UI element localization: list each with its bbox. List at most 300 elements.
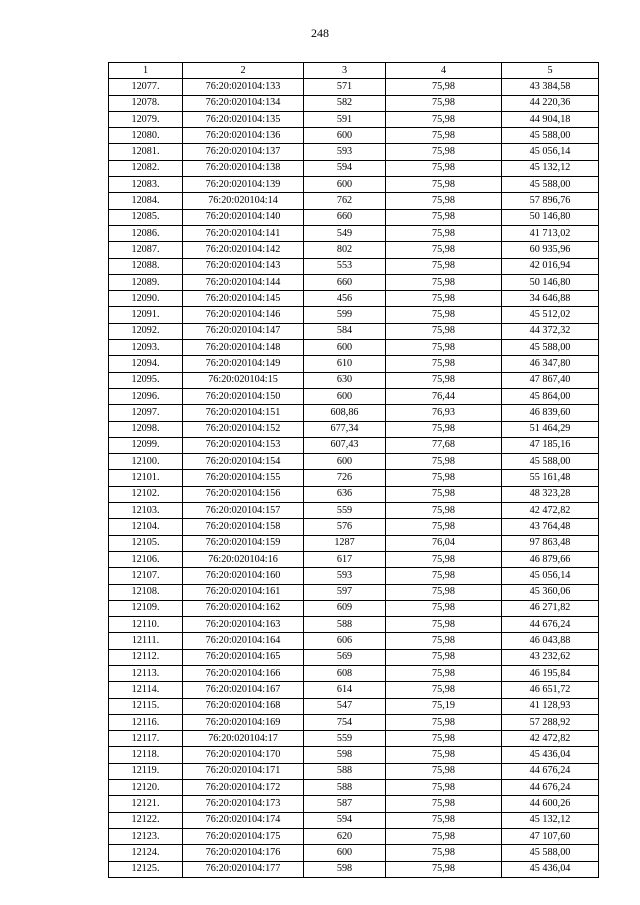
rate-cell: 75,98 xyxy=(386,421,502,437)
cadastral-number-cell: 76:20:020104:177 xyxy=(183,861,304,877)
cadastral-number-cell: 76:20:020104:170 xyxy=(183,747,304,763)
table-row xyxy=(109,79,599,95)
table-body xyxy=(109,79,599,878)
table-row xyxy=(109,388,599,404)
area-cell: 549 xyxy=(304,225,386,241)
row-number-cell: 12081. xyxy=(109,144,183,160)
row-number-cell: 12078. xyxy=(109,95,183,111)
table-row xyxy=(109,470,599,486)
table-row xyxy=(109,633,599,649)
value-cell: 50 146,80 xyxy=(502,209,599,225)
value-cell: 34 646,88 xyxy=(502,291,599,307)
rate-cell: 75,98 xyxy=(386,291,502,307)
row-number-cell: 12100. xyxy=(109,454,183,470)
page-number: 248 xyxy=(311,26,329,40)
table-row xyxy=(109,828,599,844)
area-cell: 607,43 xyxy=(304,437,386,453)
rate-cell: 75,98 xyxy=(386,242,502,258)
area-cell: 559 xyxy=(304,731,386,747)
rate-cell: 75,98 xyxy=(386,372,502,388)
value-cell: 45 056,14 xyxy=(502,568,599,584)
area-cell: 571 xyxy=(304,79,386,95)
area-cell: 456 xyxy=(304,291,386,307)
table-row xyxy=(109,291,599,307)
cadastral-number-cell: 76:20:020104:160 xyxy=(183,568,304,584)
area-cell: 620 xyxy=(304,828,386,844)
table-row xyxy=(109,307,599,323)
area-cell: 559 xyxy=(304,503,386,519)
area-cell: 588 xyxy=(304,763,386,779)
cadastral-number-cell: 76:20:020104:166 xyxy=(183,665,304,681)
cadastral-number-cell: 76:20:020104:173 xyxy=(183,796,304,812)
cadastral-number-cell: 76:20:020104:134 xyxy=(183,95,304,111)
rate-cell: 75,98 xyxy=(386,584,502,600)
cadastral-number-cell: 76:20:020104:17 xyxy=(183,731,304,747)
rate-cell: 75,98 xyxy=(386,682,502,698)
area-cell: 597 xyxy=(304,584,386,600)
value-cell: 43 384,58 xyxy=(502,79,599,95)
row-number-cell: 12118. xyxy=(109,747,183,763)
column-header: 3 xyxy=(304,63,386,79)
cadastral-number-cell: 76:20:020104:137 xyxy=(183,144,304,160)
table-row xyxy=(109,861,599,877)
row-number-cell: 12116. xyxy=(109,714,183,730)
rate-cell: 75,98 xyxy=(386,519,502,535)
area-cell: 617 xyxy=(304,551,386,567)
value-cell: 46 879,66 xyxy=(502,551,599,567)
rate-cell: 75,98 xyxy=(386,861,502,877)
row-number-cell: 12119. xyxy=(109,763,183,779)
area-cell: 610 xyxy=(304,356,386,372)
value-cell: 55 161,48 xyxy=(502,470,599,486)
table-row xyxy=(109,454,599,470)
area-cell: 599 xyxy=(304,307,386,323)
area-cell: 593 xyxy=(304,568,386,584)
column-header: 5 xyxy=(502,63,599,79)
rate-cell: 76,93 xyxy=(386,405,502,421)
area-cell: 600 xyxy=(304,388,386,404)
cadastral-number-cell: 76:20:020104:144 xyxy=(183,274,304,290)
table-row xyxy=(109,405,599,421)
area-cell: 609 xyxy=(304,600,386,616)
rate-cell: 75,98 xyxy=(386,780,502,796)
value-cell: 44 600,26 xyxy=(502,796,599,812)
cadastral-number-cell: 76:20:020104:140 xyxy=(183,209,304,225)
cadastral-number-cell: 76:20:020104:139 xyxy=(183,177,304,193)
rate-cell: 75,98 xyxy=(386,649,502,665)
table-row xyxy=(109,763,599,779)
table-row xyxy=(109,95,599,111)
value-cell: 46 839,60 xyxy=(502,405,599,421)
row-number-cell: 12110. xyxy=(109,617,183,633)
row-number-cell: 12105. xyxy=(109,535,183,551)
area-cell: 660 xyxy=(304,274,386,290)
row-number-cell: 12122. xyxy=(109,812,183,828)
rate-cell: 76,04 xyxy=(386,535,502,551)
table-row xyxy=(109,242,599,258)
row-number-cell: 12091. xyxy=(109,307,183,323)
row-number-cell: 12097. xyxy=(109,405,183,421)
rate-cell: 75,98 xyxy=(386,454,502,470)
table-row xyxy=(109,535,599,551)
area-cell: 762 xyxy=(304,193,386,209)
area-cell: 547 xyxy=(304,698,386,714)
value-cell: 44 676,24 xyxy=(502,763,599,779)
cadastral-number-cell: 76:20:020104:138 xyxy=(183,160,304,176)
value-cell: 46 043,88 xyxy=(502,633,599,649)
row-number-cell: 12102. xyxy=(109,486,183,502)
area-cell: 584 xyxy=(304,323,386,339)
cadastral-number-cell: 76:20:020104:153 xyxy=(183,437,304,453)
value-cell: 42 472,82 xyxy=(502,731,599,747)
table-row xyxy=(109,551,599,567)
area-cell: 582 xyxy=(304,95,386,111)
row-number-cell: 12120. xyxy=(109,780,183,796)
table-row xyxy=(109,340,599,356)
value-cell: 44 676,24 xyxy=(502,780,599,796)
row-number-cell: 12114. xyxy=(109,682,183,698)
table-row xyxy=(109,714,599,730)
row-number-cell: 12099. xyxy=(109,437,183,453)
value-cell: 46 651,72 xyxy=(502,682,599,698)
rate-cell: 75,98 xyxy=(386,503,502,519)
area-cell: 587 xyxy=(304,796,386,812)
value-cell: 47 185,16 xyxy=(502,437,599,453)
table-row xyxy=(109,845,599,861)
area-cell: 600 xyxy=(304,177,386,193)
cadastral-number-cell: 76:20:020104:159 xyxy=(183,535,304,551)
value-cell: 45 588,00 xyxy=(502,128,599,144)
row-number-cell: 12111. xyxy=(109,633,183,649)
cadastral-number-cell: 76:20:020104:156 xyxy=(183,486,304,502)
column-header: 1 xyxy=(109,63,183,79)
cadastral-number-cell: 76:20:020104:165 xyxy=(183,649,304,665)
table-row xyxy=(109,144,599,160)
area-cell: 630 xyxy=(304,372,386,388)
cadastral-number-cell: 76:20:020104:157 xyxy=(183,503,304,519)
value-cell: 47 867,40 xyxy=(502,372,599,388)
cadastral-number-cell: 76:20:020104:14 xyxy=(183,193,304,209)
data-table xyxy=(108,62,599,878)
cadastral-number-cell: 76:20:020104:163 xyxy=(183,617,304,633)
value-cell: 43 764,48 xyxy=(502,519,599,535)
table-row xyxy=(109,323,599,339)
cadastral-number-cell: 76:20:020104:172 xyxy=(183,780,304,796)
row-number-cell: 12082. xyxy=(109,160,183,176)
row-number-cell: 12106. xyxy=(109,551,183,567)
table-row xyxy=(109,209,599,225)
area-cell: 677,34 xyxy=(304,421,386,437)
table-row xyxy=(109,421,599,437)
area-cell: 569 xyxy=(304,649,386,665)
cadastral-number-cell: 76:20:020104:136 xyxy=(183,128,304,144)
rate-cell: 75,98 xyxy=(386,747,502,763)
rate-cell: 75,98 xyxy=(386,617,502,633)
table-row xyxy=(109,111,599,127)
area-cell: 594 xyxy=(304,160,386,176)
row-number-cell: 12121. xyxy=(109,796,183,812)
cadastral-number-cell: 76:20:020104:146 xyxy=(183,307,304,323)
value-cell: 57 896,76 xyxy=(502,193,599,209)
value-cell: 44 372,32 xyxy=(502,323,599,339)
value-cell: 60 935,96 xyxy=(502,242,599,258)
rate-cell: 75,98 xyxy=(386,193,502,209)
value-cell: 97 863,48 xyxy=(502,535,599,551)
row-number-cell: 12083. xyxy=(109,177,183,193)
rate-cell: 75,98 xyxy=(386,111,502,127)
cadastral-number-cell: 76:20:020104:167 xyxy=(183,682,304,698)
value-cell: 45 436,04 xyxy=(502,747,599,763)
rate-cell: 75,98 xyxy=(386,258,502,274)
area-cell: 553 xyxy=(304,258,386,274)
area-cell: 598 xyxy=(304,747,386,763)
area-cell: 606 xyxy=(304,633,386,649)
rate-cell: 75,98 xyxy=(386,79,502,95)
cadastral-number-cell: 76:20:020104:162 xyxy=(183,600,304,616)
table-row xyxy=(109,372,599,388)
table-row xyxy=(109,796,599,812)
row-number-cell: 12123. xyxy=(109,828,183,844)
row-number-cell: 12087. xyxy=(109,242,183,258)
rate-cell: 75,98 xyxy=(386,340,502,356)
row-number-cell: 12104. xyxy=(109,519,183,535)
rate-cell: 75,98 xyxy=(386,160,502,176)
cadastral-number-cell: 76:20:020104:152 xyxy=(183,421,304,437)
value-cell: 50 146,80 xyxy=(502,274,599,290)
area-cell: 588 xyxy=(304,617,386,633)
value-cell: 47 107,60 xyxy=(502,828,599,844)
row-number-cell: 12109. xyxy=(109,600,183,616)
table-row xyxy=(109,698,599,714)
value-cell: 41 128,93 xyxy=(502,698,599,714)
rate-cell: 75,98 xyxy=(386,274,502,290)
value-cell: 45 056,14 xyxy=(502,144,599,160)
rate-cell: 75,98 xyxy=(386,95,502,111)
area-cell: 600 xyxy=(304,340,386,356)
area-cell: 594 xyxy=(304,812,386,828)
cadastral-number-cell: 76:20:020104:145 xyxy=(183,291,304,307)
table-row xyxy=(109,600,599,616)
column-header: 2 xyxy=(183,63,304,79)
rate-cell: 75,98 xyxy=(386,323,502,339)
cadastral-number-cell: 76:20:020104:174 xyxy=(183,812,304,828)
value-cell: 45 436,04 xyxy=(502,861,599,877)
rate-cell: 75,98 xyxy=(386,812,502,828)
value-cell: 46 347,80 xyxy=(502,356,599,372)
header-row xyxy=(109,63,599,79)
row-number-cell: 12103. xyxy=(109,503,183,519)
row-number-cell: 12107. xyxy=(109,568,183,584)
cadastral-number-cell: 76:20:020104:168 xyxy=(183,698,304,714)
rate-cell: 75,98 xyxy=(386,714,502,730)
table-row xyxy=(109,584,599,600)
area-cell: 614 xyxy=(304,682,386,698)
rate-cell: 75,98 xyxy=(386,209,502,225)
table-header xyxy=(109,63,599,79)
cadastral-number-cell: 76:20:020104:175 xyxy=(183,828,304,844)
row-number-cell: 12080. xyxy=(109,128,183,144)
rate-cell: 75,19 xyxy=(386,698,502,714)
table-row xyxy=(109,682,599,698)
cadastral-number-cell: 76:20:020104:133 xyxy=(183,79,304,95)
cadastral-number-cell: 76:20:020104:158 xyxy=(183,519,304,535)
row-number-cell: 12093. xyxy=(109,340,183,356)
table-row xyxy=(109,519,599,535)
value-cell: 57 288,92 xyxy=(502,714,599,730)
cadastral-number-cell: 76:20:020104:151 xyxy=(183,405,304,421)
table-row xyxy=(109,128,599,144)
row-number-cell: 12108. xyxy=(109,584,183,600)
rate-cell: 75,98 xyxy=(386,307,502,323)
area-cell: 726 xyxy=(304,470,386,486)
rate-cell: 75,98 xyxy=(386,177,502,193)
value-cell: 45 360,06 xyxy=(502,584,599,600)
cadastral-number-cell: 76:20:020104:147 xyxy=(183,323,304,339)
cadastral-number-cell: 76:20:020104:150 xyxy=(183,388,304,404)
cadastral-number-cell: 76:20:020104:169 xyxy=(183,714,304,730)
value-cell: 42 472,82 xyxy=(502,503,599,519)
row-number-cell: 12124. xyxy=(109,845,183,861)
rate-cell: 75,98 xyxy=(386,600,502,616)
cadastral-number-cell: 76:20:020104:148 xyxy=(183,340,304,356)
value-cell: 45 588,00 xyxy=(502,845,599,861)
area-cell: 754 xyxy=(304,714,386,730)
area-cell: 600 xyxy=(304,845,386,861)
row-number-cell: 12113. xyxy=(109,665,183,681)
value-cell: 51 464,29 xyxy=(502,421,599,437)
value-cell: 45 132,12 xyxy=(502,812,599,828)
value-cell: 48 323,28 xyxy=(502,486,599,502)
table-row xyxy=(109,665,599,681)
row-number-cell: 12085. xyxy=(109,209,183,225)
column-header: 4 xyxy=(386,63,502,79)
value-cell: 44 220,36 xyxy=(502,95,599,111)
rate-cell: 75,98 xyxy=(386,828,502,844)
rate-cell: 75,98 xyxy=(386,128,502,144)
area-cell: 588 xyxy=(304,780,386,796)
value-cell: 46 271,82 xyxy=(502,600,599,616)
table-row xyxy=(109,486,599,502)
value-cell: 44 904,18 xyxy=(502,111,599,127)
row-number-cell: 12115. xyxy=(109,698,183,714)
cadastral-number-cell: 76:20:020104:171 xyxy=(183,763,304,779)
row-number-cell: 12090. xyxy=(109,291,183,307)
cadastral-number-cell: 76:20:020104:142 xyxy=(183,242,304,258)
table-row xyxy=(109,780,599,796)
cadastral-number-cell: 76:20:020104:135 xyxy=(183,111,304,127)
cadastral-number-cell: 76:20:020104:164 xyxy=(183,633,304,649)
rate-cell: 77,68 xyxy=(386,437,502,453)
cadastral-number-cell: 76:20:020104:143 xyxy=(183,258,304,274)
cadastral-number-cell: 76:20:020104:141 xyxy=(183,225,304,241)
rate-cell: 76,44 xyxy=(386,388,502,404)
table-row xyxy=(109,177,599,193)
rate-cell: 75,98 xyxy=(386,731,502,747)
value-cell: 45 864,00 xyxy=(502,388,599,404)
area-cell: 598 xyxy=(304,861,386,877)
table-row xyxy=(109,747,599,763)
row-number-cell: 12095. xyxy=(109,372,183,388)
table-row xyxy=(109,617,599,633)
cadastral-number-cell: 76:20:020104:16 xyxy=(183,551,304,567)
row-number-cell: 12079. xyxy=(109,111,183,127)
rate-cell: 75,98 xyxy=(386,845,502,861)
rate-cell: 75,98 xyxy=(386,568,502,584)
area-cell: 802 xyxy=(304,242,386,258)
area-cell: 608,86 xyxy=(304,405,386,421)
table-row xyxy=(109,225,599,241)
row-number-cell: 12088. xyxy=(109,258,183,274)
cadastral-number-cell: 76:20:020104:161 xyxy=(183,584,304,600)
area-cell: 636 xyxy=(304,486,386,502)
area-cell: 600 xyxy=(304,128,386,144)
value-cell: 45 588,00 xyxy=(502,340,599,356)
cadastral-number-cell: 76:20:020104:15 xyxy=(183,372,304,388)
table-row xyxy=(109,356,599,372)
area-cell: 576 xyxy=(304,519,386,535)
rate-cell: 75,98 xyxy=(386,665,502,681)
value-cell: 44 676,24 xyxy=(502,617,599,633)
row-number-cell: 12098. xyxy=(109,421,183,437)
area-cell: 591 xyxy=(304,111,386,127)
area-cell: 608 xyxy=(304,665,386,681)
rate-cell: 75,98 xyxy=(386,225,502,241)
area-cell: 1287 xyxy=(304,535,386,551)
area-cell: 593 xyxy=(304,144,386,160)
table-row xyxy=(109,812,599,828)
table-row xyxy=(109,649,599,665)
table-row xyxy=(109,258,599,274)
table-row xyxy=(109,731,599,747)
rate-cell: 75,98 xyxy=(386,144,502,160)
table-row xyxy=(109,437,599,453)
value-cell: 43 232,62 xyxy=(502,649,599,665)
area-cell: 660 xyxy=(304,209,386,225)
table-row xyxy=(109,274,599,290)
rate-cell: 75,98 xyxy=(386,633,502,649)
table-row xyxy=(109,193,599,209)
value-cell: 46 195,84 xyxy=(502,665,599,681)
value-cell: 41 713,02 xyxy=(502,225,599,241)
row-number-cell: 12125. xyxy=(109,861,183,877)
rate-cell: 75,98 xyxy=(386,356,502,372)
rate-cell: 75,98 xyxy=(386,486,502,502)
row-number-cell: 12089. xyxy=(109,274,183,290)
cadastral-number-cell: 76:20:020104:149 xyxy=(183,356,304,372)
row-number-cell: 12086. xyxy=(109,225,183,241)
cadastral-number-cell: 76:20:020104:155 xyxy=(183,470,304,486)
value-cell: 45 512,02 xyxy=(502,307,599,323)
table-row xyxy=(109,568,599,584)
rate-cell: 75,98 xyxy=(386,796,502,812)
row-number-cell: 12096. xyxy=(109,388,183,404)
value-cell: 45 588,00 xyxy=(502,454,599,470)
value-cell: 45 132,12 xyxy=(502,160,599,176)
row-number-cell: 12094. xyxy=(109,356,183,372)
value-cell: 42 016,94 xyxy=(502,258,599,274)
rate-cell: 75,98 xyxy=(386,551,502,567)
rate-cell: 75,98 xyxy=(386,763,502,779)
row-number-cell: 12084. xyxy=(109,193,183,209)
area-cell: 600 xyxy=(304,454,386,470)
cadastral-number-cell: 76:20:020104:154 xyxy=(183,454,304,470)
row-number-cell: 12112. xyxy=(109,649,183,665)
row-number-cell: 12101. xyxy=(109,470,183,486)
row-number-cell: 12117. xyxy=(109,731,183,747)
value-cell: 45 588,00 xyxy=(502,177,599,193)
row-number-cell: 12077. xyxy=(109,79,183,95)
table-row xyxy=(109,503,599,519)
